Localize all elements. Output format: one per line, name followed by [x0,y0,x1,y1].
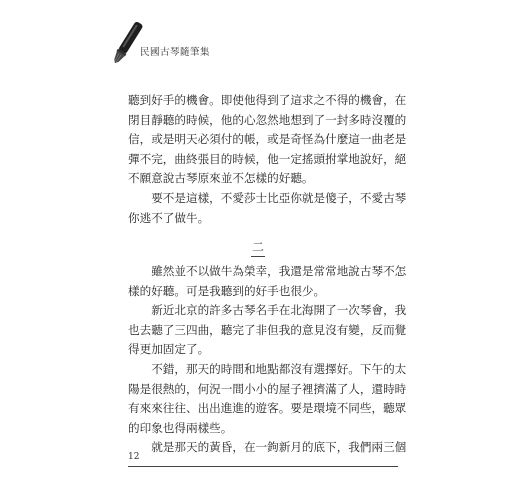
paragraph [128,262,407,301]
book-title: 民國古琴隨筆集 [140,47,211,58]
text-line: 的印象也得兩樣些。 [128,420,233,435]
text-line: 信，或是明天必須付的帳，或是奇怪為什麼這一曲老是 [128,132,407,147]
paragraph [128,301,407,360]
section-one-text [128,91,407,228]
paragraph [128,438,407,458]
paragraph [128,360,407,438]
brush-icon [108,18,148,68]
paragraph [128,91,407,189]
text-line: 陽是很熱的，何況一間小小的屋子裡擠滿了人，還時時 [128,381,407,396]
text-line [128,438,407,458]
text-line: 閉目靜聽的時候，他的心忽然地想到了一封多時沒覆的 [128,112,407,127]
text-line: 也去聽了三四曲，聽完了非但我的意見沒有變，反而覺 [128,322,407,337]
text-line-content: 不錯，那天的時間和地點都沒有選擇好。下午的太 [151,361,407,376]
text-line: 不願意說古琴原來並不怎樣的好聽。 [128,171,314,186]
footer-rule [128,466,398,467]
text-line [128,262,407,282]
text-line: 得更加固定了。 [128,342,210,357]
text-line: 聽到好手的機會。即使他得到了這求之不得的機會，在 [128,93,407,107]
text-line: 有來來往往、出出進進的遊客。要是環境不同些，聽眾 [128,401,407,416]
text-line: 樣的好聽。可是我聽到的好手也很少。 [128,283,326,298]
text-line-content: 雖然並不以做牛為榮幸，我還是常常地說古琴不怎 [151,264,407,278]
paragraph [128,189,407,228]
text-line-content: 新近北京的許多古琴名手在北海開了一次琴會，我 [151,303,407,318]
text-line: 彈不完，曲終張目的時候，他一定搖頭拊掌地說好，絕 [128,151,407,166]
text-line-content: 要不是這樣，不愛莎士比亞你就是傻子，不愛古琴 [151,190,407,205]
page-number: 12 [128,452,140,462]
running-header [108,18,308,68]
section-number-label: 二 [251,240,264,254]
text-line [128,360,407,380]
text-line [128,189,407,209]
section-underline [251,256,265,257]
text-line-content: 就是那天的黃昏，在一鉤新月的底下，我們兩三個 [151,440,407,455]
text-line: 你逃不了做牛。 [128,210,210,225]
section-two-text [128,262,407,458]
text-line [128,301,407,321]
section-number [248,238,268,257]
